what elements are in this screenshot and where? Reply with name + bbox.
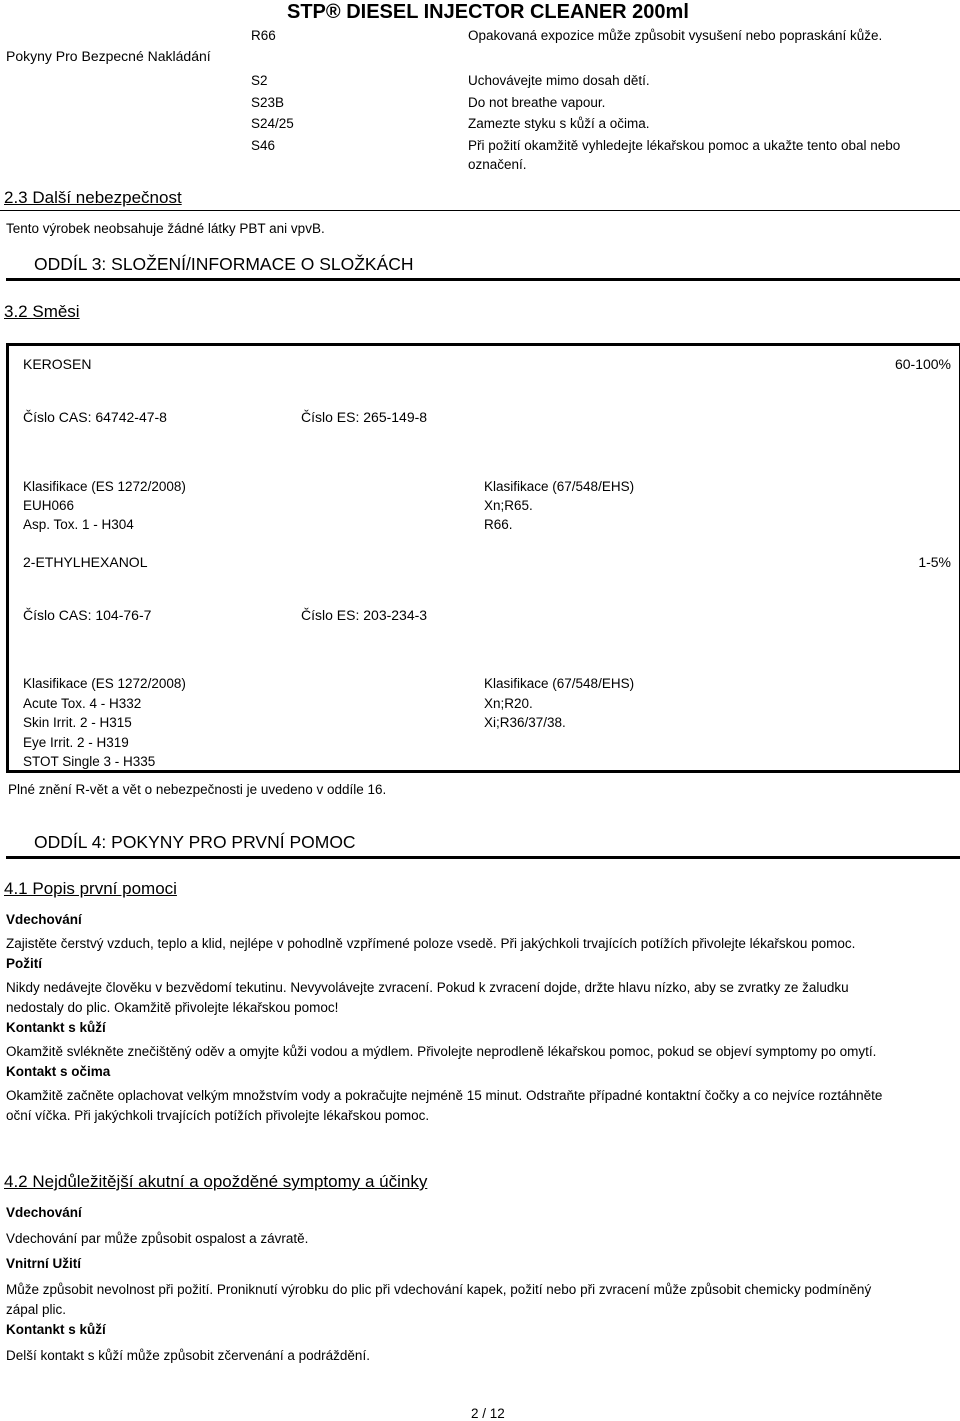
classification-line: Eye Irrit. 2 - H319	[23, 734, 129, 750]
document-title: STP® DIESEL INJECTOR CLEANER 200ml	[287, 1, 689, 23]
section-3-heading: ODDÍL 3: SLOŽENÍ/INFORMACE O SLOŽKÁCH	[34, 254, 414, 274]
symptom-text-inhalation: Vdechování par může způsobit ospalost a závratě.	[6, 1231, 309, 1246]
symptom-label-skin: Kontankt s kůží	[6, 1322, 106, 1337]
first-aid-label-skin: Kontankt s kůží	[6, 1020, 106, 1035]
phrase-code-r66: R66	[251, 28, 276, 43]
classification-line: Skin Irrit. 2 - H315	[23, 715, 132, 730]
section-3-heading-bar	[6, 248, 960, 281]
phrase-text-s46-continued: označení.	[468, 157, 527, 172]
cas-number: Číslo CAS: 104-76-7	[23, 607, 152, 623]
classification-clp	[23, 674, 186, 772]
symptom-label-ingestion: Vnitrní Užití	[6, 1256, 81, 1271]
substance-percent: 60-100%	[894, 356, 951, 372]
classification-line: EUH066	[23, 498, 75, 513]
page-number: 2 / 12	[471, 1406, 505, 1421]
phrase-code-s46: S46	[251, 138, 276, 153]
first-aid-label-ingestion: Požití	[6, 956, 42, 971]
cas-number: Číslo CAS: 64742-47-8	[23, 409, 167, 425]
symptom-text-skin: Delší kontakt s kůží může způsobit zčervenání a podráždění.	[6, 1348, 370, 1363]
phrase-code-s2: S2	[251, 73, 268, 88]
side-section-label: Pokyny Pro Bezpecné Nakládání	[6, 48, 211, 64]
phrase-code-s23b: S23B	[251, 95, 285, 110]
symptoms-list	[6, 1203, 886, 1366]
substance-name: 2-ETHYLHEXANOL	[23, 554, 148, 570]
es-number: Číslo ES: 203-234-3	[301, 607, 428, 623]
section-3-2-heading: 3.2 Směsi	[4, 302, 80, 321]
phrase-text-s24-25: Zamezte styku s kůží a očima.	[468, 116, 650, 131]
mixture-table	[6, 343, 960, 773]
classification-line: Xn;R65.	[484, 498, 533, 513]
classification-line: Acute Tox. 4 - H332	[23, 695, 142, 711]
first-aid-label-eyes: Kontakt s očima	[6, 1064, 111, 1079]
first-aid-text-skin: Okamžitě svlékněte znečištěný oděv a omyjte kůži vodou a mýdlem. Přivolejte neprodleně lékařskou pomoc, pokud se objeví symptomy po omytí.	[6, 1044, 877, 1059]
first-aid-list	[6, 910, 886, 1126]
symptom-text-ingestion: Může způsobit nevolnost při požití. Proniknutí výrobku do plic při vdechování kapek, požití nebo při zvracení může způsobit chemicky podmíněný zápal plic.	[6, 1282, 872, 1317]
section-2-3-text: Tento výrobek neobsahuje žádné látky PBT ani vpvB.	[6, 221, 325, 236]
section-4-heading-bar	[6, 826, 960, 859]
classification-line: Xn;R20.	[484, 695, 533, 711]
substance-name: KEROSEN	[23, 356, 92, 372]
classification-line: Klasifikace (67/548/EHS)	[484, 676, 635, 691]
es-number: Číslo ES: 265-149-8	[301, 409, 428, 425]
divider	[0, 210, 960, 211]
classification-line: STOT Single 3 - H335	[23, 754, 156, 769]
classification-dsd	[484, 477, 634, 534]
phrase-text-r66: Opakovaná expozice může způsobit vysušení nebo popraskání kůže.	[468, 28, 883, 43]
first-aid-label-inhalation: Vdechování	[6, 912, 82, 927]
classification-line: Klasifikace (ES 1272/2008)	[23, 676, 186, 691]
substance-percent: 1-5%	[918, 554, 951, 570]
phrase-code-s24-25: S24/25	[251, 116, 294, 131]
classification-line: Asp. Tox. 1 - H304	[23, 517, 134, 532]
classification-line: Xi;R36/37/38.	[484, 715, 566, 730]
classification-line: Klasifikace (ES 1272/2008)	[23, 479, 186, 494]
section-4-1-heading: 4.1 Popis první pomoci	[4, 879, 177, 898]
classification-line: R66.	[484, 517, 513, 532]
section-4-heading: ODDÍL 4: POKYNY PRO PRVNÍ POMOC	[34, 832, 356, 852]
symptom-label-inhalation: Vdechování	[6, 1205, 82, 1220]
phrase-text-s23b: Do not breathe vapour.	[468, 95, 606, 110]
section-4-2-heading: 4.2 Nejdůležitější akutní a opožděné symptomy a účinky	[4, 1172, 428, 1191]
phrase-text-s46: Při požití okamžitě vyhledejte lékařskou pomoc a ukažte tento obal nebo	[468, 138, 901, 153]
section-2-3-heading: 2.3 Další nebezpečnost	[4, 188, 182, 207]
classification-dsd	[484, 674, 634, 733]
first-aid-text-inhalation: Zajistěte čerstvý vzduch, teplo a klid, nejlépe v pohodlně vzpřímené poloze vsedě. Při jakýchkoli trvajících potížích přivolejte lékařskou pomoc.	[6, 936, 856, 951]
first-aid-text-eyes: Okamžitě začněte oplachovat velkým množstvím vody a pokračujte nejméně 15 minut. Odstraňte případné kontaktní čočky a co nejvíce roztáhněte oční víčka. Při jakýchkoli trvajících potížích přivolejte lékařskou pomoc.	[6, 1088, 883, 1123]
section-3-note: Plné znění R-vět a vět o nebezpečnosti je uvedeno v oddíle 16.	[8, 782, 387, 797]
classification-clp	[23, 477, 186, 534]
phrase-text-s2: Uchovávejte mimo dosah dětí.	[468, 73, 650, 88]
first-aid-text-ingestion: Nikdy nedávejte člověku v bezvědomí tekutinu. Nevyvolávejte zvracení. Pokud k zvracení dojde, držte hlavu nízko, aby se zvratky ze žaludku nedostaly do plic. Okamžitě přivolejte lékařskou pomoc!	[6, 980, 849, 1015]
classification-line: Klasifikace (67/548/EHS)	[484, 479, 635, 494]
